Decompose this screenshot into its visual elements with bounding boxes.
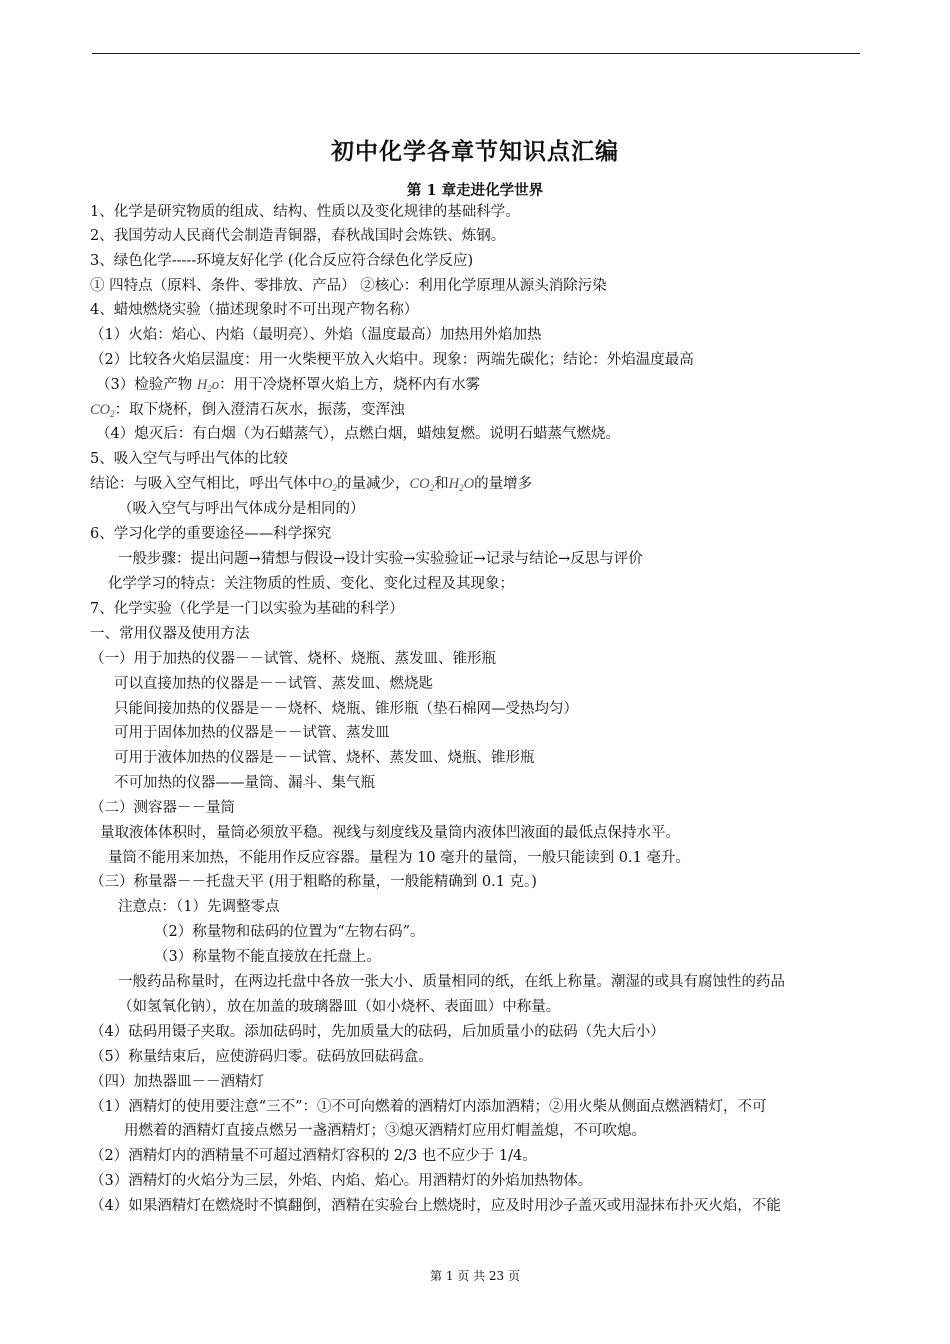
text-line: 7、化学实验（化学是一门以实验为基础的科学） [90, 601, 404, 617]
text-line: （2）酒精灯内的酒精量不可超过酒精灯容积的 2/3 也不应少于 1/4。 [90, 1148, 537, 1164]
text-line: （如氢氧化钠），放在加盖的玻璃器皿（如小烧杯、表面皿）中称量。 [118, 999, 561, 1015]
text-line: 4、蜡烛燃烧实验（描述现象时不可出现产物名称） [90, 302, 419, 318]
header-rule [92, 53, 860, 54]
text-line: （一）用于加热的仪器－－试管、烧杯、烧瓶、蒸发皿、锥形瓶 [90, 651, 496, 667]
formula-suffix: ：用干冷烧杯罩火焰上方，烧杯内有水雾 [219, 377, 481, 393]
formula-line-co2 [90, 401, 405, 419]
text-line: （4）如果酒精灯在燃烧时不慎翻倒，酒精在实验台上燃烧时，应及时用沙子盖灭或用湿抹布扑灭火焰，不能 [90, 1198, 781, 1214]
formula-h2o: $H_2o$ [196, 377, 220, 394]
text-line: 3、绿色化学-----环境友好化学 (化合反应符合绿色化学反应) [90, 253, 474, 269]
document-title: 初中化学各章节知识点汇编 [331, 139, 619, 165]
text-line: 化学学习的特点：关注物质的性质、变化、变化过程及其现象； [108, 576, 514, 592]
text-line: 用燃着的酒精灯直接点燃另一盏酒精灯；③熄灭酒精灯应用灯帽盖熄，不可吹熄。 [124, 1123, 646, 1139]
text-line: （四）加热器皿－－酒精灯 [90, 1074, 264, 1090]
text-line: 5、吸入空气与呼出气体的比较 [90, 451, 288, 467]
formula-o2: $O_2$ [322, 476, 337, 493]
text-line: 1、化学是研究物质的组成、结构、性质以及变化规律的基础科学。 [90, 204, 520, 220]
formula-h2o: $H_2O$ [448, 476, 475, 493]
formula-line-water [96, 376, 480, 394]
text-line: 一般药品称量时，在两边托盘中各放一张大小、质量相同的纸，在纸上称量。潮湿的或具有腐蚀性的药品 [118, 974, 785, 990]
text-line: （1）酒精灯的使用要注意“三不”：①不可向燃着的酒精灯内添加酒精；②用火柴从侧面点燃酒精灯，不可 [90, 1099, 767, 1115]
page-footer: 第 1 页 共 23 页 [430, 1269, 520, 1283]
text-line: （5）称量结束后，应使游码归零。砝码放回砝码盒。 [90, 1049, 433, 1065]
text-line: 6、学习化学的重要途径——科学探究 [90, 526, 332, 542]
text-line: 只能间接加热的仪器是－－烧杯、烧瓶、锥形瓶（垫石棉网—受热均匀） [114, 701, 578, 717]
text-line: 量筒不能用来加热，不能用作反应容器。量程为 10 毫升的量筒，一般只能读到 0.1 毫升。 [108, 850, 690, 866]
text-line: 2、我国劳动人民商代会制造青铜器，春秋战国时会炼铁、炼钢。 [90, 228, 506, 244]
text-line: 一般步骤：提出问题→猜想与假设→设计实验→实验验证→记录与结论→反思与评价 [118, 551, 643, 567]
text-line: （3）酒精灯的火焰分为三层，外焰、内焰、焰心。用酒精灯的外焰加热物体。 [90, 1173, 593, 1189]
text-line: （3）称量物不能直接放在托盘上。 [154, 949, 381, 965]
formula-prefix: （3）检验产物 [96, 377, 197, 393]
text-line: （吸入空气与呼出气体成分是相同的） [118, 501, 365, 517]
text-line: 可用于液体加热的仪器是－－试管、烧杯、蒸发皿、烧瓶、锥形瓶 [114, 750, 535, 766]
text-line: （4）熄灭后：有白烟（为石蜡蒸气），点燃白烟，蜡烛复燃。说明石蜡蒸气燃烧。 [96, 426, 620, 442]
text-line: （三）称量器－－托盘天平 (用于粗略的称量，一般能精确到 0.1 克。) [90, 874, 537, 890]
text-line: （4）砝码用镊子夹取。添加砝码时，先加质量大的砝码，后加质量小的砝码（先大后小） [90, 1024, 665, 1040]
text-line: 可以直接加热的仪器是－－试管、蒸发皿、燃烧匙 [114, 676, 433, 692]
text-line: 不可加热的仪器——量筒、漏斗、集气瓶 [114, 775, 375, 791]
text-line: 注意点：（1）先调整零点 [118, 899, 280, 915]
text-line: （1）火焰：焰心、内焰（最明亮）、外焰（温度最高）加热用外焰加热 [90, 327, 542, 343]
text-line: （二）测容器－－量筒 [90, 800, 235, 816]
formula-co2: $CO_2$ [90, 402, 115, 419]
chapter-heading: 第 1 章走进化学世界 [406, 182, 544, 199]
text-line: 一、常用仪器及使用方法 [90, 626, 250, 642]
text-line: （2）称量物和砝码的位置为“左物右码”。 [154, 924, 425, 940]
text-line: ① 四特点（原料、条件、零排放、产品） ②核心：利用化学原理从源头消除污染 [90, 278, 607, 294]
text-line: 可用于固体加热的仪器是－－试管、蒸发皿 [114, 725, 390, 741]
formula-line-conclusion: 结论：与吸入空气相比，呼出气体中$O_2$的量减少，$CO_2$和$H_2O$的量增多 [90, 476, 533, 493]
text-line: （2）比较各火焰层温度：用一火柴梗平放入火焰中。现象：两端先碳化；结论：外焰温度最高 [90, 352, 694, 368]
formula-suffix: ：取下烧杯，倒入澄清石灰水，振荡，变浑浊 [114, 402, 405, 418]
text-line: 量取液体体积时，量筒必须放平稳。视线与刻度线及量筒内液体凹液面的最低点保持水平。 [100, 825, 680, 841]
formula-co2: $CO_2$ [409, 476, 435, 493]
